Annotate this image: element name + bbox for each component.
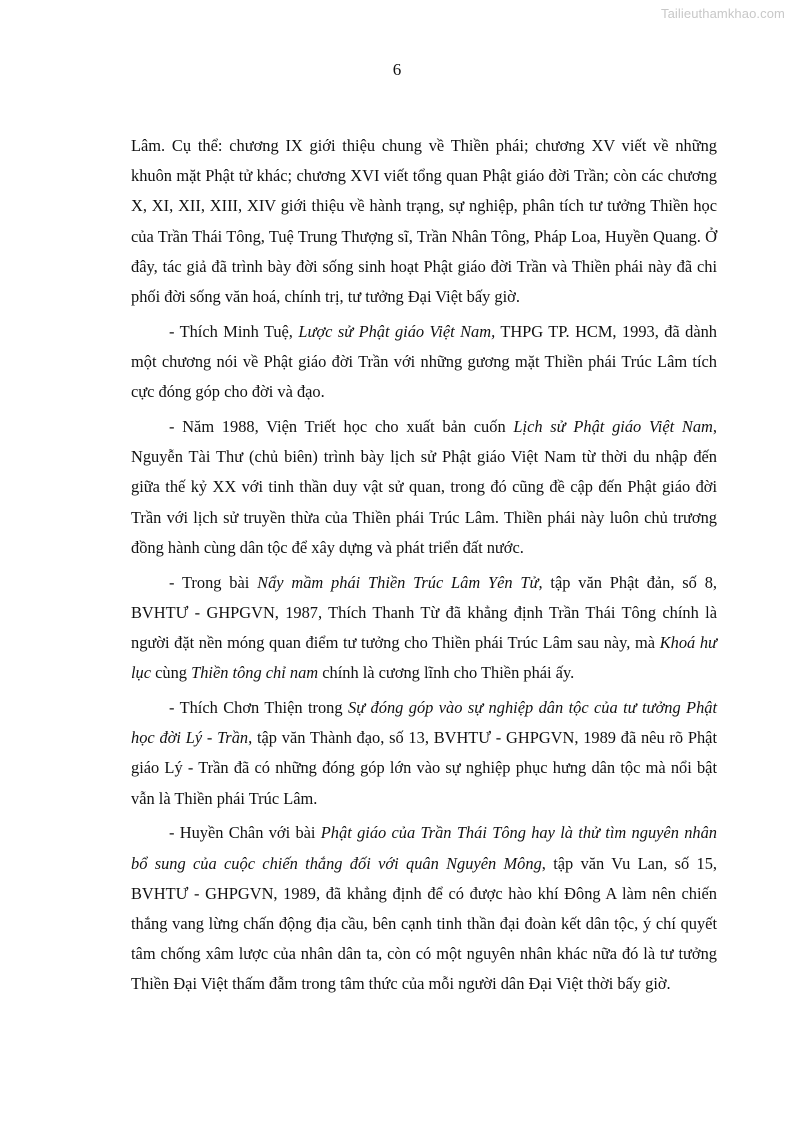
text-run: chính là cương lĩnh cho Thiền phái ấy. <box>318 663 575 683</box>
paragraph <box>131 568 717 689</box>
text-run: - Năm 1988, Viện Triết học cho xuất bản cuốn <box>169 417 514 437</box>
text-run: THPG TP. HCM, 1993, đã dành một chương nói về Phật giáo đời Trần với những gương mặt Thiền phái Trúc Lâm tích cực đóng góp cho đời và đạo. <box>131 321 717 402</box>
watermark: Tailieuthamkhao.com <box>660 6 785 21</box>
text-run: - Thích Chơn Thiện trong <box>169 698 348 718</box>
text-run: , tập văn Thành đạo, số 13, BVHTƯ - GHPGVN, 1989 đã nêu rõ Phật giáo Lý - Trần đã có những đóng góp lớn vào sự nghiệp phục hưng dân tộc mà nổi bật vẫn là Thiền phái Trúc Lâm. <box>131 728 717 808</box>
italic-title: Thiền tông chỉ nam <box>191 663 319 683</box>
text-run: , Nguyễn Tài Thư (chủ biên) trình bày lịch sử Phật giáo Việt Nam từ thời du nhập đến giữa thế kỷ XX với tinh thần duy vật sử quan, trong đó cũng đề cập đến Phật giáo đời Trần với lịch sử truyền thừa của Thiền phái Trúc Lâm. Thiền phái này luôn chủ trương đồng hành cùng dân tộc để xây dựng và phát triển đất nước. <box>131 417 717 557</box>
page-number: 6 <box>392 60 402 79</box>
paragraph <box>131 818 717 999</box>
text-run: Lâm. Cụ thể: chương IX giới thiệu chung về Thiền phái; chương XV viết về những khuôn mặt Phật tử khác; chương XVI viết tổng quan Phật giáo đời Trần; còn các chương X, XI, XII, XIII, XIV giới thiệu về hành trạng, sự nghiệp, phân tích tư tưởng Thiền học của Trần Thái Tông, Tuệ Trung Thượng sĩ, Trần Nhân Tông, Pháp Loa, Huyền Quang. Ở đây, tác giả đã trình bày đời sống sinh hoạt Phật giáo đời Trần và Thiền phái này đã chi phối đời sống văn hoá, chính trị, tư tưởng Đại Việt bấy giờ. <box>131 136 717 307</box>
paragraph <box>131 131 717 312</box>
italic-title: Khoá hư lục <box>131 633 717 683</box>
italic-title: Sự đóng góp vào sự nghiệp dân tộc của tư tưởng Phật học đời Lý - Trần <box>131 698 718 748</box>
text-run: , tập văn Phật đản, số 8, BVHTƯ - GHPGVN, 1987, Thích Thanh Từ đã khẳng định Trần Thái Tông chính là người đặt nền móng quan điểm tư tưởng cho Thiền phái Trúc Lâm sau này, mà <box>131 572 717 653</box>
paragraph <box>131 317 717 408</box>
text-run: - Trong bài <box>169 572 258 592</box>
italic-title: Phật giáo của Trần Thái Tông hay là thử tìm nguyên nhân bổ sung của cuộc chiến thắng đối với quân Nguyên Mông <box>131 823 717 873</box>
text-run: - Huyền Chân với bài <box>169 823 321 843</box>
paragraph <box>131 412 717 563</box>
body-text <box>131 131 717 1000</box>
italic-title: Lịch sử Phật giáo Việt Nam <box>513 417 713 437</box>
italic-title: Lược sử Phật giáo Việt Nam, <box>298 321 496 341</box>
text-run: - Thích Minh Tuệ, <box>169 321 299 341</box>
text-run: , tập văn Vu Lan, số 15, BVHTƯ - GHPGVN, 1989, đã khẳng định để có được hào khí Đông A làm nên chiến thắng vang lừng chấn động địa cầu, bên cạnh tinh thần đại đoàn kết dân tộc, ý chí quyết tâm chống xâm lược của nhân dân ta, còn có một nguyên nhân khác nữa đó là tư tưởng Thiền Đại Việt thấm đẫm trong tâm thức của mỗi người dân Đại Việt thời bấy giờ. <box>131 853 717 994</box>
italic-title: Nẩy mầm phái Thiền Trúc Lâm Yên Tử <box>257 572 539 592</box>
paragraph <box>131 693 717 814</box>
text-run: cùng <box>151 663 192 683</box>
